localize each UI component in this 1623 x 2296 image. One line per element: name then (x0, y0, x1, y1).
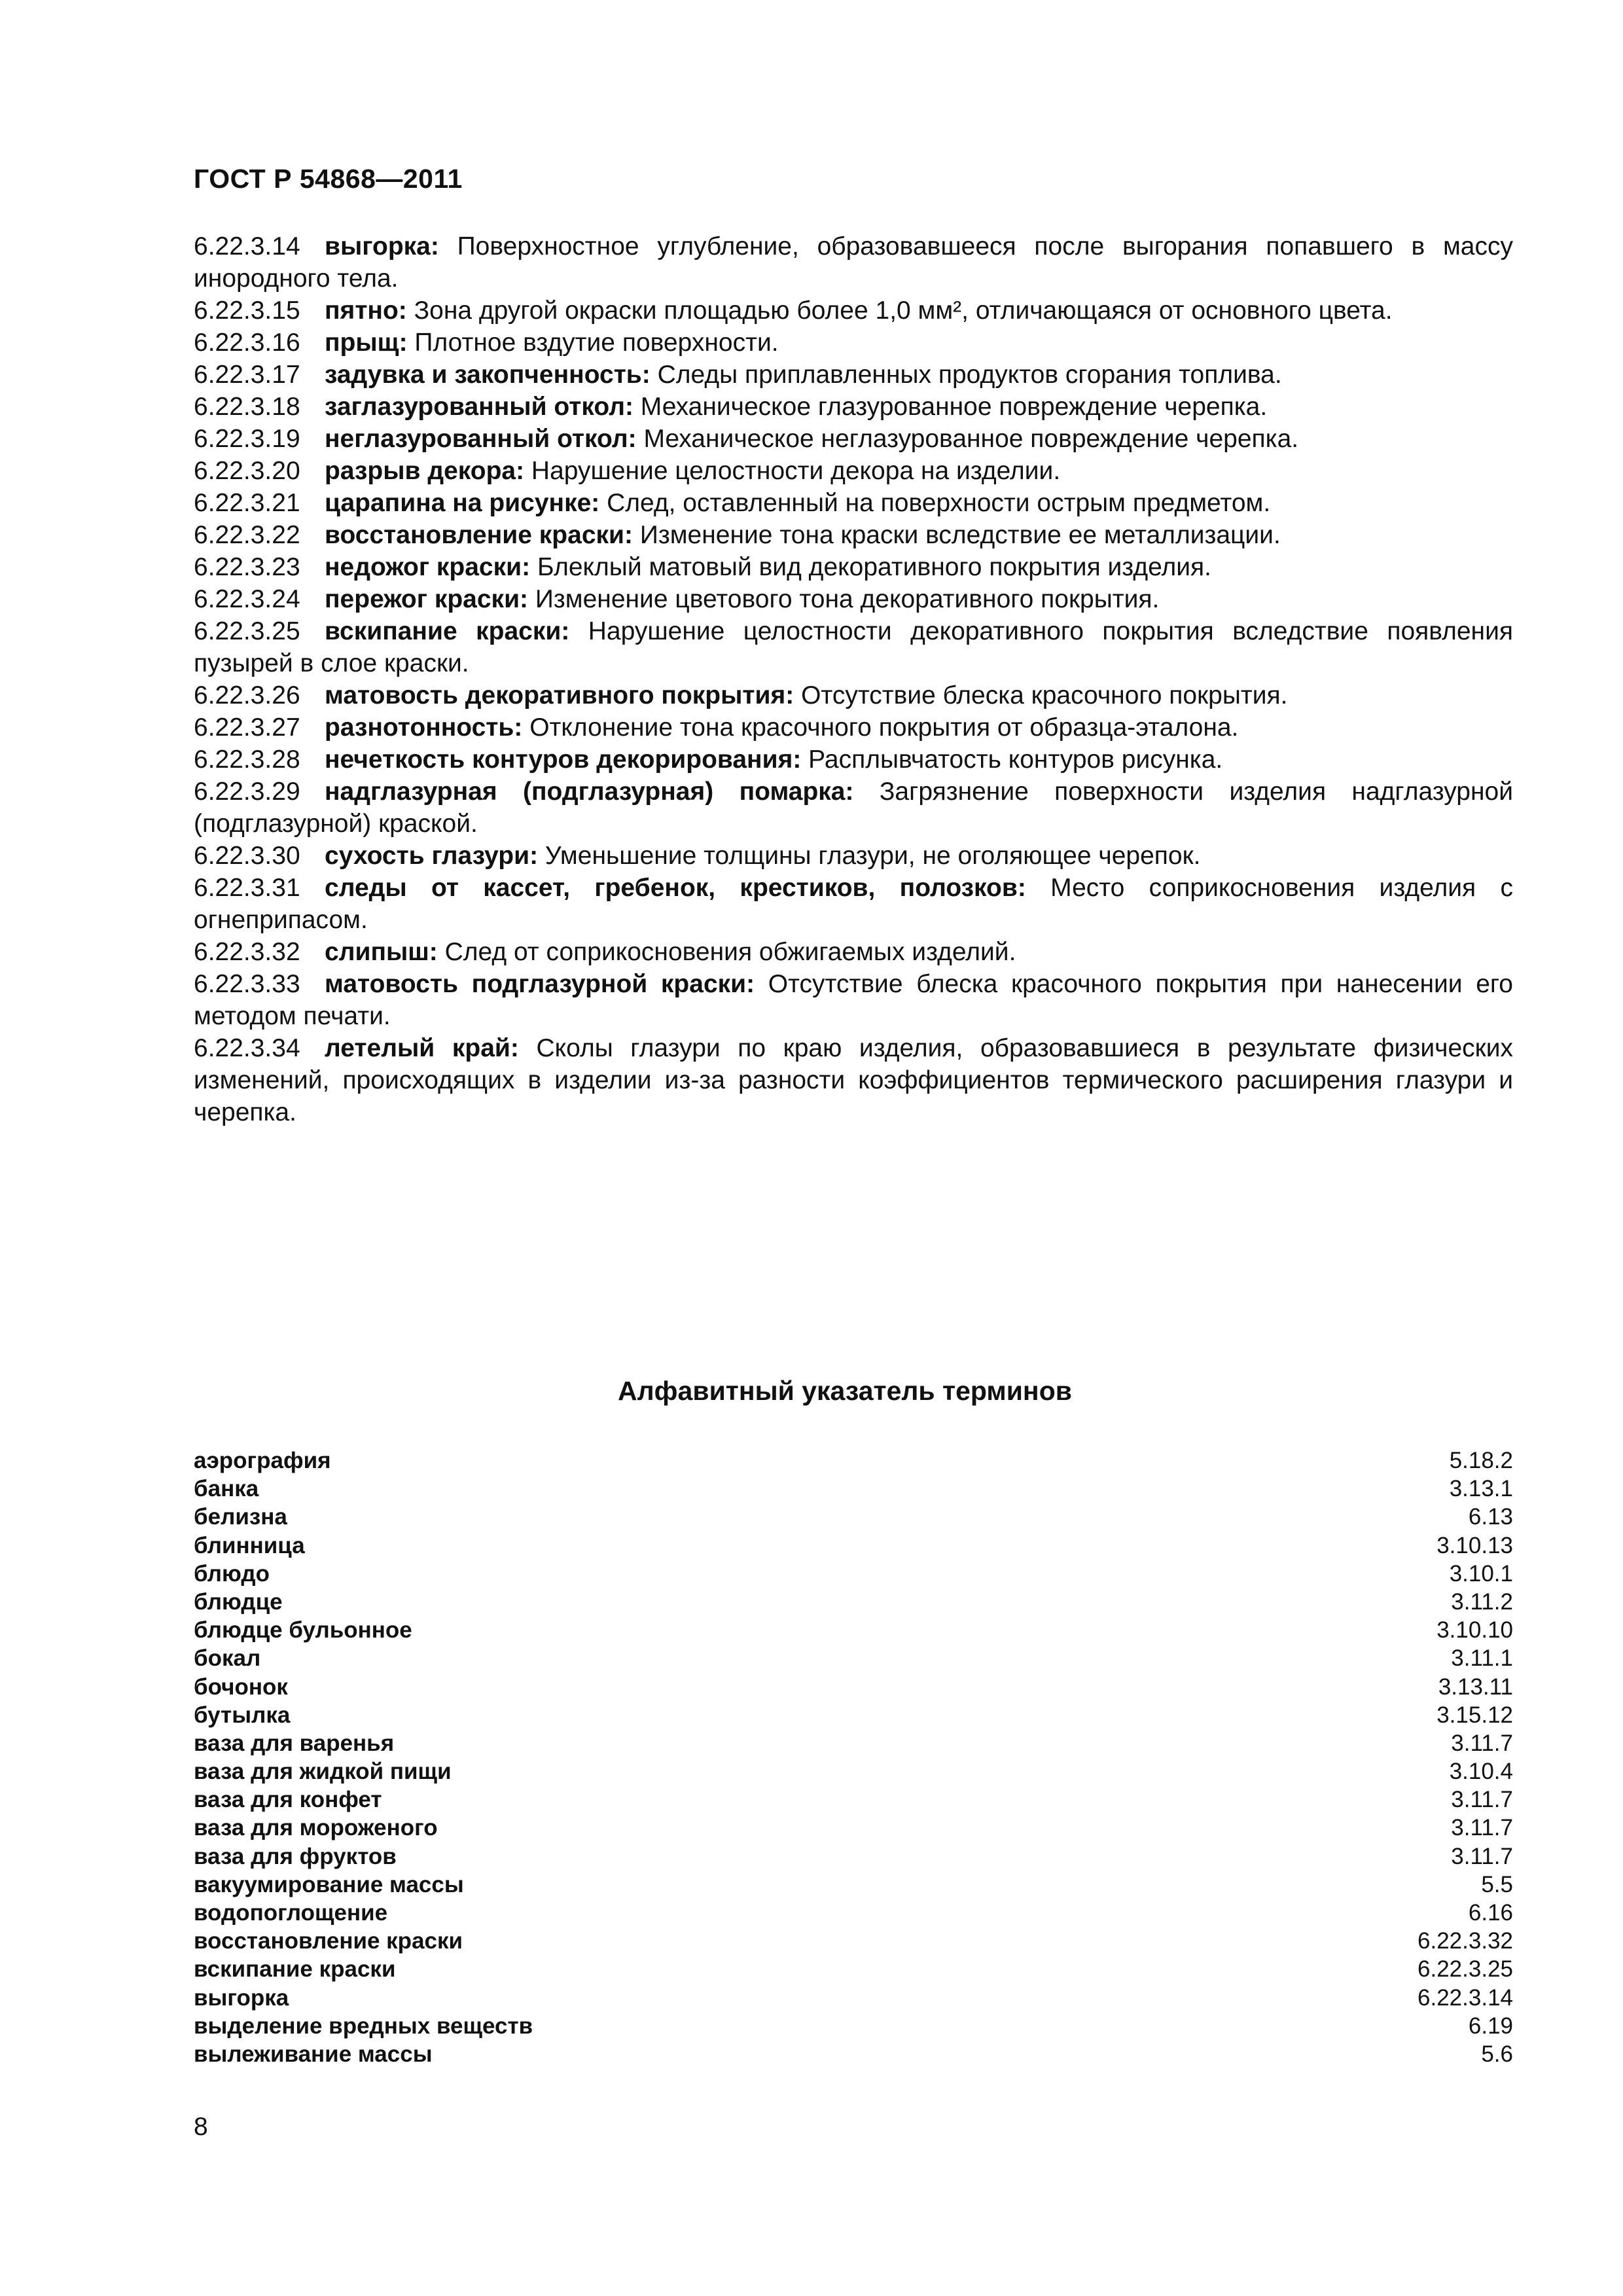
index-reference: 5.18.2 (1449, 1448, 1513, 1473)
index-term: вакуумирование массы (194, 1871, 464, 1897)
definition-number: 6.22.3.28 (194, 745, 300, 774)
index-term: блюдо (194, 1560, 270, 1587)
index-entry (194, 2040, 1513, 2068)
index-reference: 6.22.3.32 (1418, 1928, 1513, 1954)
index-title: Алфавитный указатель терминов (618, 1376, 1072, 1406)
index-term: выделение вредных веществ (194, 2013, 533, 2039)
index-reference: 3.11.7 (1451, 1787, 1513, 1813)
definition-number: 6.22.3.24 (194, 585, 300, 613)
definition-number: 6.22.3.29 (194, 778, 300, 806)
definition-text: Загрязнение поверхности изделия надглазурной (подглазурной) краской. (194, 778, 1514, 838)
definition-term: разнотонность: (325, 713, 523, 742)
definition-term: матовость подглазурной краски: (325, 970, 755, 998)
definition-term: выгорка: (325, 232, 439, 260)
definition-number: 6.22.3.17 (194, 361, 300, 389)
index-term: бокал (194, 1645, 261, 1672)
index-entry (194, 1899, 1513, 1927)
index-entry (194, 1842, 1513, 1871)
definition-term: пережог краски: (325, 585, 529, 613)
definition-number: 6.22.3.21 (194, 489, 300, 517)
index-reference: 6.19 (1468, 2013, 1513, 2039)
index-reference: 6.13 (1468, 1504, 1513, 1530)
definition-entry (194, 230, 1513, 295)
definition-term: прыщ: (325, 329, 408, 357)
index-entry (194, 1644, 1513, 1672)
definition-entry (194, 519, 1513, 551)
definition-text: Блеклый матовый вид декоративного покрытия изделия. (530, 553, 1211, 581)
index-term: бутылка (194, 1702, 291, 1728)
definition-text: Отсутствие блеска красочного покрытия при нанесении его методом печати. (194, 970, 1513, 1030)
definition-entry (194, 776, 1513, 840)
definition-term: сухость глазури: (325, 842, 539, 870)
index-reference: 6.22.3.14 (1418, 1984, 1513, 2011)
definition-term: задувка и закопченность: (325, 361, 651, 389)
index-entry (194, 1871, 1513, 1899)
definition-entry (194, 487, 1513, 519)
index-reference: 3.10.13 (1436, 1532, 1513, 1558)
definition-text: След от соприкосновения обжигаемых изделий. (437, 938, 1016, 966)
definition-text: Следы приплавленных продуктов сгорания топлива. (650, 361, 1282, 389)
definition-number: 6.22.3.33 (194, 970, 300, 998)
definition-text: Уменьшение толщины глазури, не оголяющее черепок. (538, 842, 1201, 870)
index-entry (194, 1955, 1513, 1983)
definition-text: Отклонение тона красочного покрытия от образца-эталона. (522, 713, 1239, 742)
index-entry (194, 1588, 1513, 1616)
index-term: блюдце (194, 1588, 283, 1615)
definition-number: 6.22.3.31 (194, 874, 300, 902)
index-reference: 3.11.7 (1451, 1730, 1513, 1756)
index-term: вскипание краски (194, 1956, 396, 1982)
definition-entry (194, 583, 1513, 615)
definition-term: пятно: (325, 296, 407, 325)
definition-entry (194, 968, 1513, 1032)
index-entry (194, 1616, 1513, 1644)
definition-text: Изменение тона краски вследствие ее металлизации. (633, 521, 1281, 549)
definition-text: Нарушение целостности декора на изделии. (524, 457, 1061, 485)
index-reference: 3.13.11 (1438, 1674, 1513, 1700)
index-reference: 3.11.2 (1451, 1588, 1513, 1615)
index-reference: 3.15.12 (1436, 1702, 1513, 1728)
definition-term: царапина на рисунке: (325, 489, 600, 517)
term-index-list (194, 1446, 1513, 2068)
index-reference: 3.11.7 (1451, 1843, 1513, 1869)
definition-text: След, оставленный на поверхности острым предметом. (599, 489, 1271, 517)
definition-number: 6.22.3.25 (194, 617, 300, 645)
index-term: вылеживание массы (194, 2041, 433, 2067)
definition-entry (194, 455, 1513, 487)
index-term: ваза для жидкой пищи (194, 1759, 452, 1785)
definition-text: Расплывчатость контуров рисунка. (801, 745, 1223, 774)
index-reference: 3.11.1 (1451, 1645, 1513, 1672)
index-term: ваза для фруктов (194, 1843, 397, 1869)
index-term: ваза для мороженого (194, 1815, 438, 1841)
index-term: ваза для варенья (194, 1730, 395, 1756)
definition-entry (194, 615, 1513, 679)
index-entry (194, 1757, 1513, 1785)
definition-number: 6.22.3.19 (194, 425, 300, 453)
definition-term: вскипание краски: (325, 617, 570, 645)
definition-term: нечеткость контуров декорирования: (325, 745, 802, 774)
page-number: 8 (194, 2113, 208, 2141)
definition-entry (194, 711, 1513, 744)
definition-term: надглазурная (подглазурная) помарка: (325, 778, 854, 806)
definition-entry (194, 744, 1513, 776)
index-reference: 3.10.4 (1449, 1759, 1513, 1785)
index-term: бочонок (194, 1674, 288, 1700)
index-reference: 6.22.3.25 (1418, 1956, 1513, 1982)
index-reference: 5.5 (1481, 1871, 1513, 1897)
definition-number: 6.22.3.14 (194, 232, 300, 260)
index-term: банка (194, 1476, 259, 1502)
definition-text: Плотное вздутие поверхности. (407, 329, 779, 357)
definition-text: Сколы глазури по краю изделия, образовавшиеся в результате физических изменений, происходящих в изделии из-за разности коэффициентов термического расширения глазури и черепка. (194, 1034, 1513, 1126)
document-header: ГОСТ Р 54868—2011 (194, 164, 463, 194)
index-reference: 3.10.10 (1436, 1617, 1513, 1643)
index-term: выгорка (194, 1984, 289, 2011)
definition-term: слипыш: (325, 938, 438, 966)
definition-entry (194, 551, 1513, 583)
index-term: восстановление краски (194, 1928, 463, 1954)
index-reference: 3.11.7 (1451, 1815, 1513, 1841)
definition-term: восстановление краски: (325, 521, 633, 549)
definition-entry (194, 1032, 1513, 1128)
index-entry (194, 1729, 1513, 1757)
definition-number: 6.22.3.22 (194, 521, 300, 549)
definition-number: 6.22.3.26 (194, 681, 300, 709)
definition-entry (194, 391, 1513, 423)
definition-text: Изменение цветового тона декоративного покрытия. (528, 585, 1160, 613)
definition-entry (194, 872, 1513, 936)
definition-text: Поверхностное углубление, образовавшееся после выгорания попавшего в массу инородного тела. (194, 232, 1513, 293)
definition-text: Отсутствие блеска красочного покрытия. (794, 681, 1288, 709)
definition-number: 6.22.3.16 (194, 329, 300, 357)
index-reference: 5.6 (1481, 2041, 1513, 2067)
definition-entry (194, 327, 1513, 359)
definition-term: заглазурованный откол: (325, 393, 633, 421)
definition-term: летелый край: (325, 1034, 519, 1062)
definition-term: следы от кассет, гребенок, крестиков, полозков: (325, 874, 1026, 902)
index-entry (194, 1673, 1513, 1701)
definition-entry (194, 679, 1513, 711)
index-term: аэрография (194, 1448, 331, 1473)
index-term: блюдце бульонное (194, 1617, 412, 1643)
definition-term: неглазурованный откол: (325, 425, 637, 453)
index-reference: 3.10.1 (1449, 1560, 1513, 1587)
index-entry (194, 1927, 1513, 1955)
definition-text: Место соприкосновения изделия с огнеприпасом. (194, 874, 1513, 934)
definition-entry (194, 359, 1513, 391)
definition-text: Зона другой окраски площадью более 1,0 мм², отличающаяся от основного цвета. (406, 296, 1393, 325)
index-entry (194, 1701, 1513, 1729)
index-entry (194, 1560, 1513, 1588)
index-reference: 6.16 (1468, 1900, 1513, 1926)
definition-text: Механическое неглазурованное повреждение черепка. (636, 425, 1299, 453)
index-reference: 3.13.1 (1449, 1476, 1513, 1502)
index-entry (194, 1475, 1513, 1503)
index-entry (194, 1785, 1513, 1814)
definition-term: разрыв декора: (325, 457, 525, 485)
definition-number: 6.22.3.23 (194, 553, 300, 581)
definition-entry (194, 840, 1513, 872)
index-entry (194, 1446, 1513, 1475)
definition-number: 6.22.3.20 (194, 457, 300, 485)
index-term: водопоглощение (194, 1900, 388, 1926)
index-term: белизна (194, 1504, 287, 1530)
index-term: блинница (194, 1532, 305, 1558)
definition-entry (194, 936, 1513, 968)
definition-number: 6.22.3.34 (194, 1034, 300, 1062)
definition-number: 6.22.3.27 (194, 713, 300, 742)
definition-number: 6.22.3.18 (194, 393, 300, 421)
definition-number: 6.22.3.30 (194, 842, 300, 870)
definitions-list (194, 230, 1513, 1128)
definition-text: Нарушение целостности декоративного покрытия вследствие появления пузырей в слое краски. (194, 617, 1513, 677)
definition-entry (194, 295, 1513, 327)
index-entry (194, 1532, 1513, 1560)
index-entry (194, 2012, 1513, 2040)
index-entry (194, 1984, 1513, 2012)
definition-entry (194, 423, 1513, 455)
index-entry (194, 1503, 1513, 1531)
definition-term: матовость декоративного покрытия: (325, 681, 794, 709)
definition-text: Механическое глазурованное повреждение черепка. (633, 393, 1268, 421)
definition-number: 6.22.3.32 (194, 938, 300, 966)
index-entry (194, 1814, 1513, 1842)
definition-term: недожог краски: (325, 553, 531, 581)
index-term: ваза для конфет (194, 1787, 382, 1813)
definition-number: 6.22.3.15 (194, 296, 300, 325)
